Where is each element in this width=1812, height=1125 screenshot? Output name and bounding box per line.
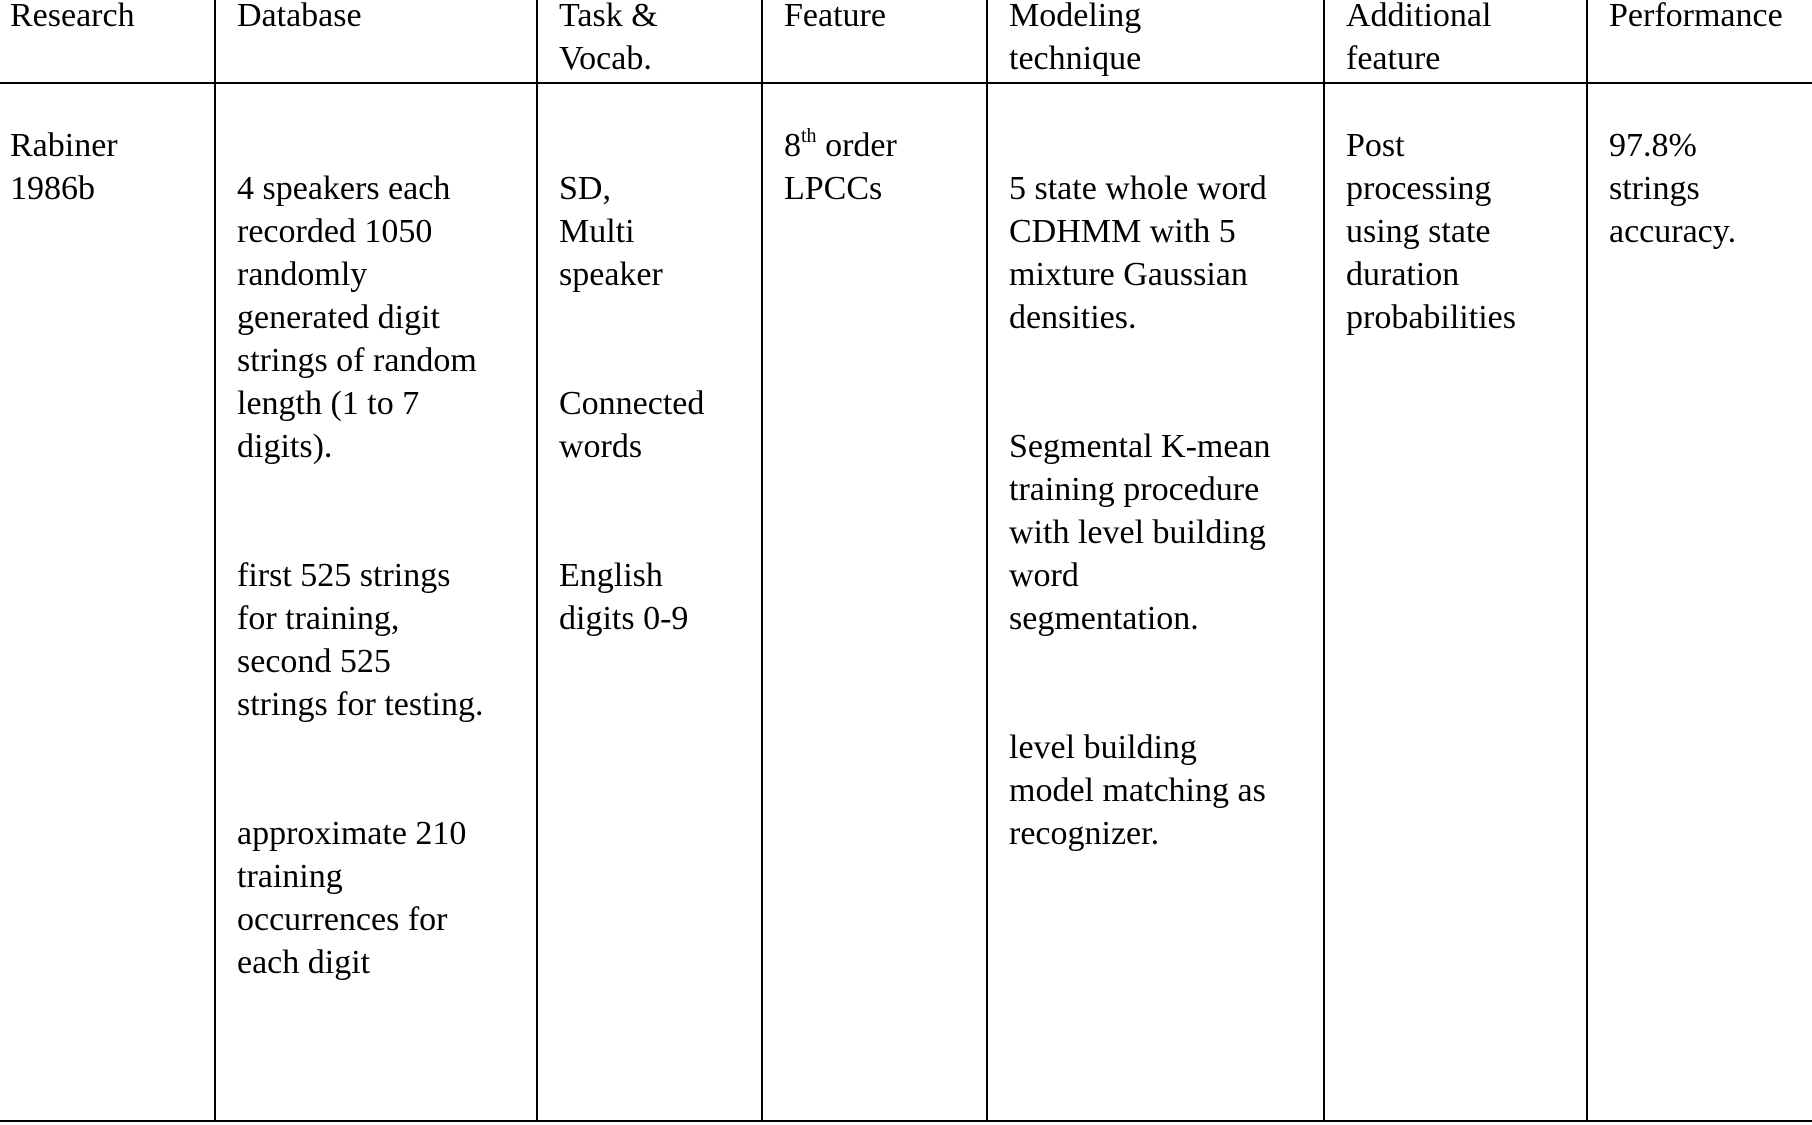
cell-modeling <box>1009 124 1271 898</box>
feature-order-text: order <box>816 127 897 164</box>
task-paragraph: Connected words <box>559 385 705 465</box>
column-divider <box>214 0 216 1122</box>
modeling-paragraph: Segmental K-mean training procedure with level building word segmentation. <box>1009 428 1271 637</box>
column-divider <box>1586 0 1588 1122</box>
cell-database <box>237 124 483 1027</box>
feature-order-suffix: th <box>801 124 817 147</box>
header-modeling-technique: Modeling technique <box>1009 0 1142 77</box>
header-research: Research <box>10 0 135 34</box>
column-divider <box>536 0 538 1122</box>
header-rule <box>0 82 1812 84</box>
bottom-rule <box>0 1120 1812 1122</box>
header-additional-feature: Additional feature <box>1346 0 1492 77</box>
modeling-paragraph: level building model matching as recognizer. <box>1009 729 1266 852</box>
header-feature: Feature <box>784 0 886 34</box>
task-paragraph: SD, Multi speaker <box>559 170 663 293</box>
modeling-paragraph: 5 state whole word CDHMM with 5 mixture Gaussian densities. <box>1009 170 1267 336</box>
task-paragraph: English digits 0-9 <box>559 557 689 637</box>
database-paragraph: 4 speakers each recorded 1050 randomly generated digit strings of random length (1 to 7 digits). <box>237 170 477 465</box>
feature-line <box>784 124 897 167</box>
header-database: Database <box>237 0 362 34</box>
feature-order-number: 8 <box>784 127 801 164</box>
feature-name: LPCCs <box>784 170 883 207</box>
column-divider <box>986 0 988 1122</box>
cell-additional-feature: Post processing using state duration probabilities <box>1346 127 1516 336</box>
header-performance: Performance <box>1609 0 1783 34</box>
cell-performance: 97.8% strings accuracy. <box>1609 127 1737 250</box>
cell-research: Rabiner 1986b <box>10 127 118 207</box>
cell-task-vocab <box>559 124 704 683</box>
column-divider <box>1323 0 1325 1122</box>
column-divider <box>761 0 763 1122</box>
header-task-vocab: Task & Vocab. <box>559 0 658 77</box>
database-paragraph: first 525 strings for training, second 525 strings for testing. <box>237 557 484 723</box>
database-paragraph: approximate 210 training occurrences for each digit <box>237 815 467 981</box>
cell-feature <box>784 124 897 210</box>
